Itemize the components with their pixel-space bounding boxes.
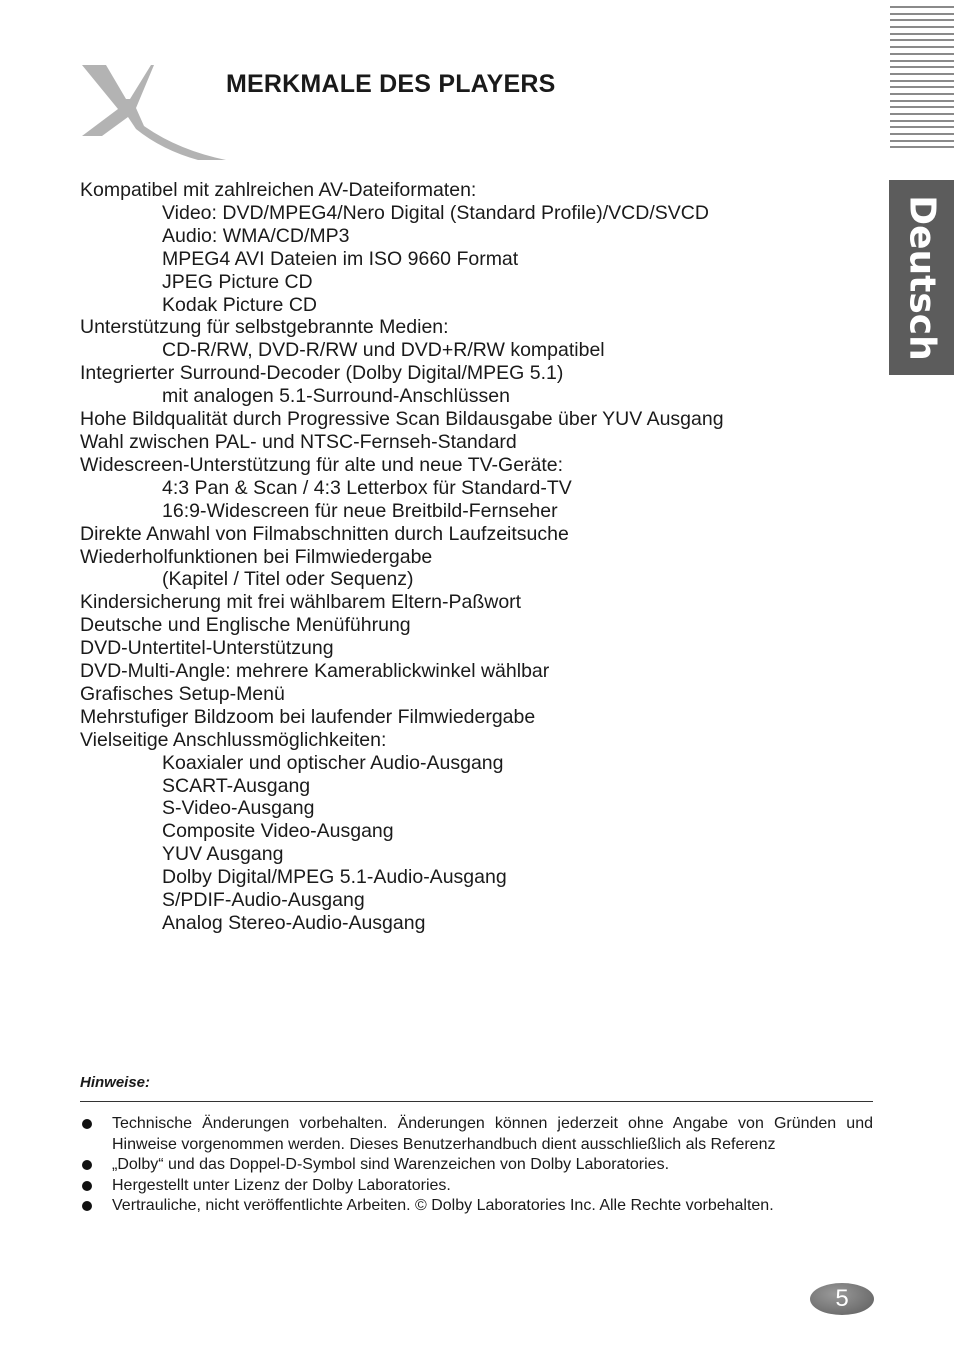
feature-line: Widescreen-Unterstützung für alte und neue TV-Geräte: (80, 453, 564, 476)
bullet-dot-icon (82, 1160, 92, 1170)
feature-line: Mehrstufiger Bildzoom bei laufender Filmwiedergabe (80, 705, 536, 728)
feature-line: Unterstützung für selbstgebrannte Medien: (80, 316, 449, 339)
feature-line: JPEG Picture CD (162, 270, 313, 293)
page-title: MERKMALE DES PLAYERS (226, 70, 556, 98)
feature-line: mit analogen 5.1-Surround-Anschlüssen (162, 385, 510, 408)
feature-line: Vielseitige Anschlussmöglichkeiten: (80, 728, 387, 751)
decorative-lines (890, 6, 954, 153)
feature-line: (Kapitel / Titel oder Sequenz) (162, 568, 414, 591)
feature-line: Kompatibel mit zahlreichen AV-Dateiformaten: (80, 179, 477, 201)
note-text: „Dolby“ und das Doppel-D-Symbol sind Warenzeichen von Dolby Laboratories. (112, 1156, 670, 1173)
feature-line: Kindersicherung mit frei wählbarem Eltern-Paßwort (80, 591, 522, 614)
feature-line: Analog Stereo-Audio-Ausgang (162, 912, 426, 934)
feature-line: Audio: WMA/CD/MP3 (162, 224, 350, 247)
x-brand-logo-icon (78, 62, 228, 162)
feature-line: Wiederholfunktionen bei Filmwiedergabe (80, 545, 433, 568)
bullet-dot-icon (82, 1119, 92, 1129)
notes-list (80, 1114, 873, 1217)
feature-line: DVD-Untertitel-Unterstützung (80, 637, 334, 660)
notes-heading: Hinweise: (80, 1074, 151, 1091)
note-text: Hergestellt unter Lizenz der Dolby Laboratories. (112, 1176, 451, 1194)
feature-line: Video: DVD/MPEG4/Nero Digital (Standard Profile)/VCD/SVCD (162, 201, 709, 224)
feature-line: Integrierter Surround-Decoder (Dolby Digital/MPEG 5.1) (80, 362, 564, 385)
feature-line: YUV Ausgang (162, 843, 284, 866)
feature-line: DVD-Multi-Angle: mehrere Kamerablickwinkel wählbar (80, 660, 550, 683)
feature-list (80, 179, 724, 935)
page-number: 5 (810, 1283, 874, 1315)
feature-line: SCART-Ausgang (162, 774, 311, 797)
feature-line: Direkte Anwahl von Filmabschnitten durch Laufzeitsuche (80, 522, 569, 545)
feature-line: MPEG4 AVI Dateien im ISO 9660 Format (162, 247, 519, 270)
bullet-dot-icon (82, 1181, 92, 1191)
feature-line: Deutsche und Englische Menüführung (80, 614, 411, 637)
feature-line: Kodak Picture CD (162, 293, 317, 316)
language-tab (889, 180, 954, 375)
feature-line: S-Video-Ausgang (162, 797, 315, 820)
note-item (80, 1114, 873, 1155)
feature-line: Composite Video-Ausgang (162, 820, 394, 843)
bullet-dot-icon (82, 1201, 92, 1211)
note-text: Vertrauliche, nicht veröffentlichte Arbeiten. © Dolby Laboratories Inc. Alle Rechte vorbehalten. (112, 1197, 774, 1214)
note-item (80, 1196, 873, 1217)
feature-line: 4:3 Pan & Scan / 4:3 Letterbox für Standard-TV (162, 476, 572, 499)
feature-line: Hohe Bildqualität durch Progressive Scan Bildausgabe über YUV Ausgang (80, 408, 724, 431)
feature-line: CD-R/RW, DVD-R/RW und DVD+R/RW kompatibel (162, 339, 605, 362)
feature-line: Dolby Digital/MPEG 5.1-Audio-Ausgang (162, 866, 507, 889)
note-item (80, 1176, 873, 1197)
note-text: Technische Änderungen vorbehalten. Änderungen können jederzeit ohne Angabe von Gründen und Hinweise vorgenommen werden. Dieses Benutzerhandbuch dient ausschließlich als Referenz (112, 1115, 873, 1153)
feature-line: Wahl zwischen PAL- und NTSC-Fernseh-Standard (80, 430, 517, 453)
feature-line: 16:9-Widescreen für neue Breitbild-Fernseher (162, 499, 558, 522)
language-tab-label: Deutsch (901, 194, 942, 361)
feature-line: Koaxialer und optischer Audio-Ausgang (162, 751, 504, 774)
feature-line: Grafisches Setup-Menü (80, 682, 285, 705)
feature-line: S/PDIF-Audio-Ausgang (162, 889, 365, 912)
divider (80, 1101, 873, 1102)
note-item (80, 1155, 873, 1176)
